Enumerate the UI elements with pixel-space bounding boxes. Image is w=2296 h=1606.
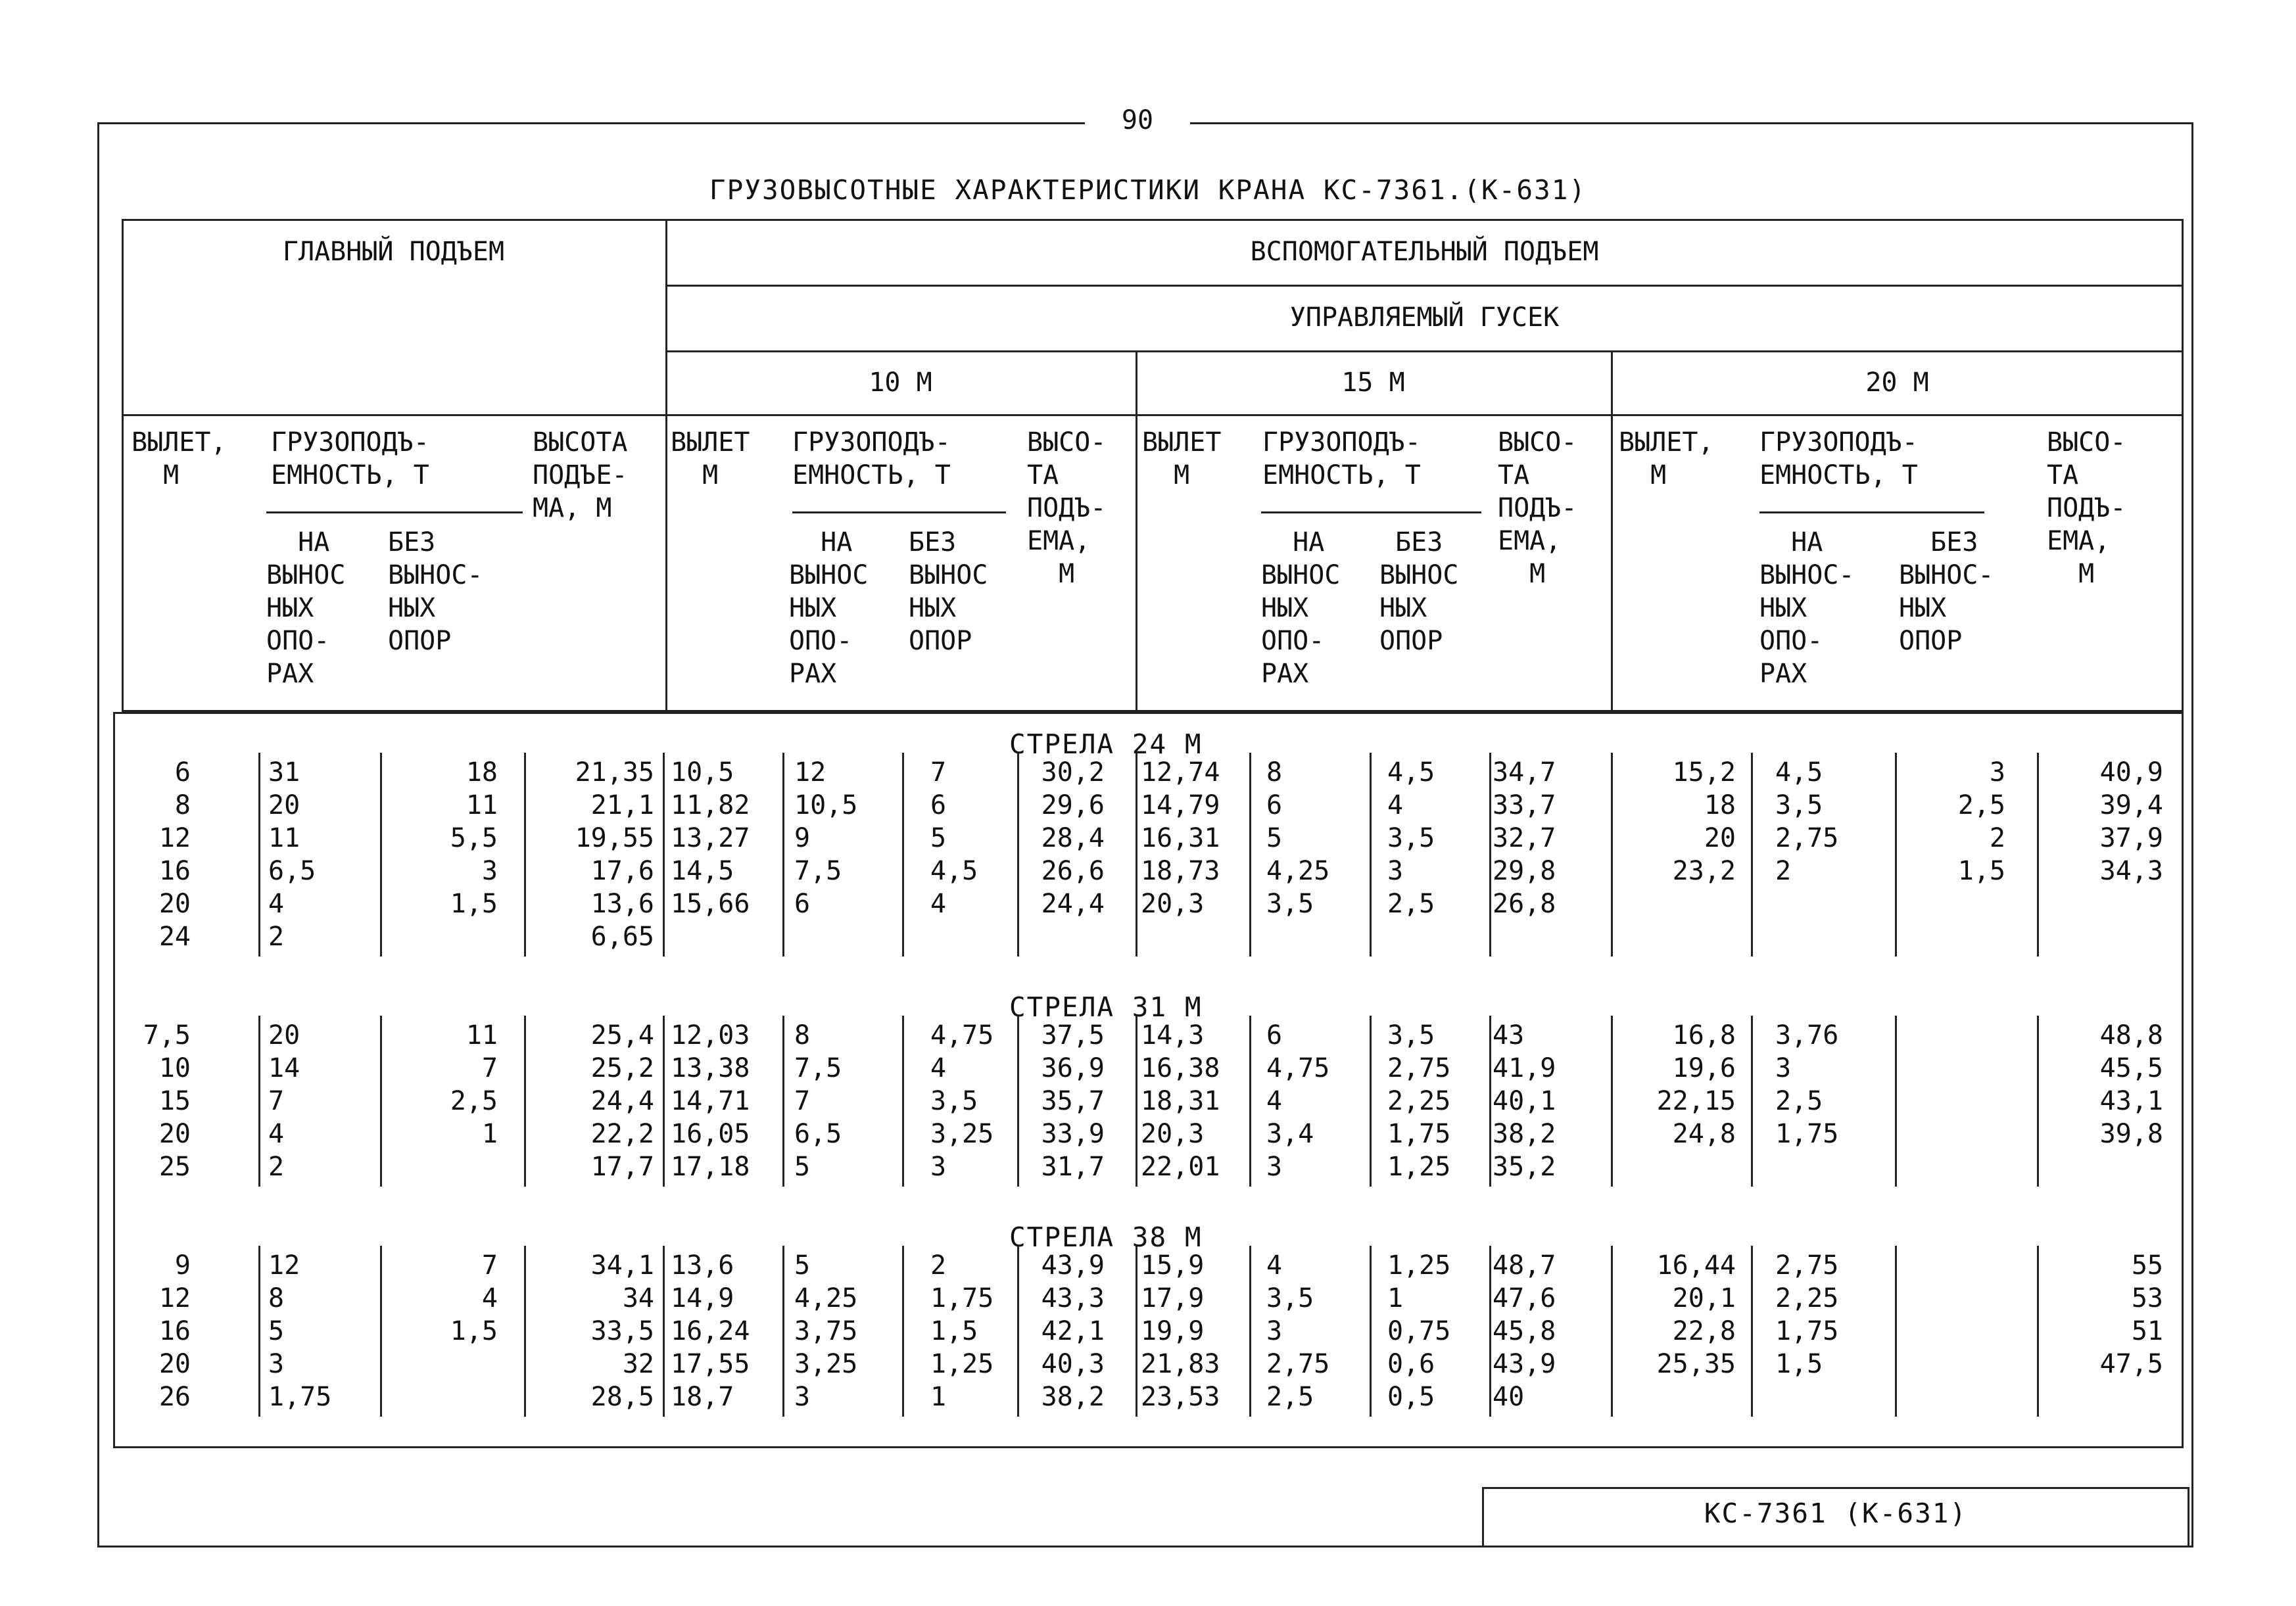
jib-header: УПРАВЛЯЕМЫЙ ГУСЕК bbox=[1289, 302, 1560, 333]
jib10-capacity-header: ГРУЗОПОДЪ- ЕМНОСТЬ, Т bbox=[792, 427, 951, 490]
table-cell: 10,5 bbox=[794, 790, 858, 820]
column-rule bbox=[1370, 1246, 1372, 1417]
table-cell: 24 bbox=[158, 922, 191, 952]
table-cell: 7 bbox=[268, 1086, 285, 1116]
column-rule bbox=[1370, 1016, 1372, 1187]
table-cell: 6,5 bbox=[268, 856, 316, 886]
table-cell: 1,75 bbox=[268, 1382, 332, 1412]
table-cell: 2 bbox=[930, 1250, 947, 1281]
jib10-on-supports-header: НА ВЫНОС НЫХ ОПО- РАХ bbox=[789, 527, 869, 689]
column-rule bbox=[1751, 1246, 1753, 1417]
section-label: СТРЕЛА 38 М bbox=[1009, 1221, 1203, 1253]
table-cell: 11 bbox=[466, 1020, 498, 1051]
table-cell: 38,2 bbox=[1493, 1119, 1556, 1149]
table-cell: 24,8 bbox=[1672, 1119, 1736, 1149]
table-cell: 40,9 bbox=[2099, 757, 2163, 788]
table-cell: 45,8 bbox=[1493, 1316, 1556, 1346]
stamp-text: КС-7361 (К-631) bbox=[1704, 1498, 1968, 1529]
jib20-reach-header: ВЫЛЕТ, М bbox=[1619, 427, 1714, 490]
aux-lift-header: ВСПОМОГАТЕЛЬНЫЙ ПОДЪЕМ bbox=[1250, 237, 1599, 267]
table-cell: 1,25 bbox=[1387, 1152, 1451, 1182]
table-cell: 16,31 bbox=[1141, 823, 1220, 853]
table-cell: 3 bbox=[930, 1152, 947, 1182]
table-cell: 1,75 bbox=[1775, 1316, 1839, 1346]
table-cell: 30,2 bbox=[1041, 757, 1105, 788]
table-cell: 3,76 bbox=[1775, 1020, 1839, 1051]
table-cell: 1,5 bbox=[930, 1316, 978, 1346]
table-cell: 17,55 bbox=[671, 1349, 750, 1379]
column-rule bbox=[1249, 753, 1251, 957]
table-cell: 2,5 bbox=[1387, 889, 1435, 919]
table-cell: 15 bbox=[158, 1086, 191, 1116]
table-cell: 6 bbox=[930, 790, 947, 820]
table-cell: 24,4 bbox=[1041, 889, 1105, 919]
table-cell: 4,5 bbox=[1387, 757, 1435, 788]
table-cell: 2 bbox=[1989, 823, 2005, 853]
table-cell: 26,6 bbox=[1041, 856, 1105, 886]
table-cell: 18,73 bbox=[1141, 856, 1220, 886]
table-cell: 22,8 bbox=[1672, 1316, 1736, 1346]
table-cell: 7 bbox=[481, 1053, 498, 1083]
table-cell: 2,5 bbox=[1775, 1086, 1823, 1116]
column-rule bbox=[1370, 753, 1372, 957]
table-cell: 9 bbox=[174, 1250, 191, 1281]
table-cell: 4,5 bbox=[1775, 757, 1823, 788]
main-reach-header: ВЫЛЕТ, М bbox=[132, 427, 227, 490]
table-cell: 35,2 bbox=[1493, 1152, 1556, 1182]
table-cell: 11,82 bbox=[671, 790, 750, 820]
table-cell: 2 bbox=[1775, 856, 1792, 886]
table-cell: 1,5 bbox=[1957, 856, 2005, 886]
column-rule bbox=[258, 1016, 260, 1187]
table-cell: 38,2 bbox=[1041, 1382, 1105, 1412]
table-cell: 55 bbox=[2131, 1250, 2163, 1281]
table-cell: 17,18 bbox=[671, 1152, 750, 1182]
table-cell: 32 bbox=[622, 1349, 654, 1379]
table-cell: 5 bbox=[268, 1316, 285, 1346]
header-divider-main bbox=[665, 219, 667, 712]
table-cell: 6,65 bbox=[590, 922, 654, 952]
table-cell: 15,9 bbox=[1141, 1250, 1205, 1281]
table-cell: 3,5 bbox=[1387, 823, 1435, 853]
main-capacity-header: ГРУЗОПОДЪ- ЕМНОСТЬ, Т bbox=[271, 427, 429, 490]
table-title: ГРУЗОВЫСОТНЫЕ ХАРАКТЕРИСТИКИ КРАНА КС-7361.(К-631) bbox=[709, 174, 1587, 206]
table-cell: 48,7 bbox=[1493, 1250, 1556, 1281]
table-cell: 13,38 bbox=[671, 1053, 750, 1083]
table-cell: 12 bbox=[794, 757, 826, 788]
table-cell: 12 bbox=[268, 1250, 300, 1281]
main-no-supports-header: БЕЗ ВЫНОС- НЫХ ОПОР bbox=[388, 527, 483, 656]
table-cell: 4,75 bbox=[930, 1020, 994, 1051]
table-cell: 15,66 bbox=[671, 889, 750, 919]
table-cell: 20 bbox=[158, 1119, 191, 1149]
jib15-capacity-underline bbox=[1261, 511, 1481, 513]
table-cell: 39,4 bbox=[2099, 790, 2163, 820]
column-rule bbox=[1489, 753, 1491, 957]
table-cell: 12,74 bbox=[1141, 757, 1220, 788]
column-rule bbox=[663, 1246, 665, 1417]
main-capacity-underline bbox=[266, 511, 523, 513]
jib-15-header: 15 М bbox=[1341, 367, 1405, 398]
table-cell: 3,25 bbox=[930, 1119, 994, 1149]
table-cell: 7,5 bbox=[143, 1020, 191, 1051]
table-cell: 4,25 bbox=[1266, 856, 1330, 886]
table-cell: 25,2 bbox=[590, 1053, 654, 1083]
column-rule bbox=[1611, 1016, 1613, 1187]
table-cell: 23,53 bbox=[1141, 1382, 1220, 1412]
table-cell: 5 bbox=[930, 823, 947, 853]
table-cell: 2,75 bbox=[1266, 1349, 1330, 1379]
table-cell: 1,25 bbox=[930, 1349, 994, 1379]
table-cell: 2,5 bbox=[1957, 790, 2005, 820]
table-cell: 18,31 bbox=[1141, 1086, 1220, 1116]
table-cell: 17,9 bbox=[1141, 1283, 1205, 1313]
table-cell: 8 bbox=[794, 1020, 811, 1051]
table-cell: 5 bbox=[1266, 823, 1283, 853]
table-cell: 47,6 bbox=[1493, 1283, 1556, 1313]
table-cell: 16,38 bbox=[1141, 1053, 1220, 1083]
table-cell: 43,1 bbox=[2099, 1086, 2163, 1116]
jib10-no-supports-header: БЕЗ ВЫНОС НЫХ ОПОР bbox=[909, 527, 988, 656]
table-cell: 3,4 bbox=[1266, 1119, 1314, 1149]
main-on-supports-header: НА ВЫНОС НЫХ ОПО- РАХ bbox=[266, 527, 346, 689]
table-cell: 31,7 bbox=[1041, 1152, 1105, 1182]
table-cell: 16 bbox=[158, 856, 191, 886]
column-rule bbox=[663, 753, 665, 957]
table-cell: 7,5 bbox=[794, 1053, 842, 1083]
table-cell: 20,3 bbox=[1141, 889, 1205, 919]
table-cell: 1,5 bbox=[450, 889, 498, 919]
jib10-capacity-underline bbox=[792, 511, 1006, 513]
table-cell: 2,75 bbox=[1775, 823, 1839, 853]
header-line-jiblen bbox=[665, 350, 2184, 352]
table-cell: 36,9 bbox=[1041, 1053, 1105, 1083]
table-cell: 11 bbox=[466, 790, 498, 820]
jib10-reach-header: ВЫЛЕТ М bbox=[671, 427, 750, 490]
table-cell: 6,5 bbox=[794, 1119, 842, 1149]
table-cell: 5 bbox=[794, 1250, 811, 1281]
table-cell: 4,75 bbox=[1266, 1053, 1330, 1083]
table-cell: 20 bbox=[268, 790, 300, 820]
column-rule bbox=[2037, 1246, 2039, 1417]
table-cell: 1,5 bbox=[1775, 1349, 1823, 1379]
table-cell: 3 bbox=[268, 1349, 285, 1379]
column-rule bbox=[1895, 1016, 1897, 1187]
table-cell: 14 bbox=[268, 1053, 300, 1083]
table-cell: 3 bbox=[1775, 1053, 1792, 1083]
table-cell: 33,9 bbox=[1041, 1119, 1105, 1149]
table-cell: 21,83 bbox=[1141, 1349, 1220, 1379]
table-cell: 10 bbox=[158, 1053, 191, 1083]
table-cell: 1,25 bbox=[1387, 1250, 1451, 1281]
table-cell: 2,75 bbox=[1387, 1053, 1451, 1083]
header-divider-15 bbox=[1136, 350, 1137, 712]
jib20-capacity-underline bbox=[1759, 511, 1984, 513]
table-cell: 25,4 bbox=[590, 1020, 654, 1051]
table-cell: 20 bbox=[268, 1020, 300, 1051]
table-cell: 16,05 bbox=[671, 1119, 750, 1149]
table-cell: 29,6 bbox=[1041, 790, 1105, 820]
table-cell: 2,5 bbox=[450, 1086, 498, 1116]
table-cell: 3 bbox=[481, 856, 498, 886]
table-cell: 12,03 bbox=[671, 1020, 750, 1051]
jib15-reach-header: ВЫЛЕТ М bbox=[1142, 427, 1222, 490]
table-cell: 29,8 bbox=[1493, 856, 1556, 886]
table-cell: 5 bbox=[794, 1152, 811, 1182]
table-cell: 40 bbox=[1493, 1382, 1525, 1412]
column-rule bbox=[1249, 1246, 1251, 1417]
table-cell: 3 bbox=[1387, 856, 1404, 886]
column-rule bbox=[380, 1016, 382, 1187]
column-rule bbox=[1136, 753, 1137, 957]
table-cell: 11 bbox=[268, 823, 300, 853]
table-cell: 32,7 bbox=[1493, 823, 1556, 853]
table-cell: 12 bbox=[158, 1283, 191, 1313]
table-cell: 3,5 bbox=[1387, 1020, 1435, 1051]
table-cell: 20,3 bbox=[1141, 1119, 1205, 1149]
table-cell: 18,7 bbox=[671, 1382, 734, 1412]
table-cell: 14,71 bbox=[671, 1086, 750, 1116]
table-cell: 37,9 bbox=[2099, 823, 2163, 853]
table-cell: 3,5 bbox=[930, 1086, 978, 1116]
column-rule bbox=[380, 753, 382, 957]
table-cell: 8 bbox=[1266, 757, 1283, 788]
jib15-height-header: ВЫСО- ТА ПОДЪ- ЕМА, М bbox=[1498, 427, 1577, 589]
table-cell: 13,6 bbox=[590, 889, 654, 919]
table-cell: 28,5 bbox=[590, 1382, 654, 1412]
column-rule bbox=[1136, 1246, 1137, 1417]
table-cell: 2,25 bbox=[1775, 1283, 1839, 1313]
table-cell: 0,75 bbox=[1387, 1316, 1451, 1346]
table-cell: 4,25 bbox=[794, 1283, 858, 1313]
table-cell: 20 bbox=[158, 889, 191, 919]
header-line-cols bbox=[122, 414, 2184, 416]
column-rule bbox=[1136, 1016, 1137, 1187]
table-cell: 20 bbox=[158, 1349, 191, 1379]
table-cell: 16,44 bbox=[1656, 1250, 1736, 1281]
table-cell: 15,2 bbox=[1672, 757, 1736, 788]
table-cell: 34,7 bbox=[1493, 757, 1556, 788]
table-cell: 22,2 bbox=[590, 1119, 654, 1149]
table-cell: 40,1 bbox=[1493, 1086, 1556, 1116]
table-cell: 10,5 bbox=[671, 757, 734, 788]
table-cell: 51 bbox=[2131, 1316, 2163, 1346]
header-divider-20 bbox=[1611, 350, 1613, 712]
table-cell: 19,6 bbox=[1672, 1053, 1736, 1083]
table-cell: 12 bbox=[158, 823, 191, 853]
column-rule bbox=[1249, 1016, 1251, 1187]
jib-10-header: 10 М bbox=[869, 367, 932, 398]
column-rule bbox=[1489, 1016, 1491, 1187]
table-cell: 4 bbox=[1266, 1250, 1283, 1281]
table-cell: 4 bbox=[268, 889, 285, 919]
table-cell: 13,27 bbox=[671, 823, 750, 853]
column-rule bbox=[258, 753, 260, 957]
table-cell: 16,8 bbox=[1672, 1020, 1736, 1051]
table-cell: 1,5 bbox=[450, 1316, 498, 1346]
column-rule bbox=[782, 1246, 784, 1417]
table-cell: 1,75 bbox=[930, 1283, 994, 1313]
table-cell: 43,9 bbox=[1493, 1349, 1556, 1379]
table-cell: 3,5 bbox=[1775, 790, 1823, 820]
table-cell: 43,9 bbox=[1041, 1250, 1105, 1281]
table-cell: 28,4 bbox=[1041, 823, 1105, 853]
jib10-height-header: ВЫСО- ТА ПОДЪ- ЕМА, М bbox=[1027, 427, 1107, 589]
column-rule bbox=[380, 1246, 382, 1417]
table-cell: 2,25 bbox=[1387, 1086, 1451, 1116]
table-cell: 3,5 bbox=[1266, 889, 1314, 919]
jib15-on-supports-header: НА ВЫНОС НЫХ ОПО- РАХ bbox=[1261, 527, 1341, 689]
table-cell: 34,1 bbox=[590, 1250, 654, 1281]
table-cell: 9 bbox=[794, 823, 811, 853]
table-cell: 0,6 bbox=[1387, 1349, 1435, 1379]
table-cell: 43,3 bbox=[1041, 1283, 1105, 1313]
table-cell: 3 bbox=[1266, 1152, 1283, 1182]
table-cell: 2,75 bbox=[1775, 1250, 1839, 1281]
table-cell: 8 bbox=[268, 1283, 285, 1313]
table-cell: 40,3 bbox=[1041, 1349, 1105, 1379]
table-cell: 18 bbox=[1704, 790, 1736, 820]
table-cell: 3,25 bbox=[794, 1349, 858, 1379]
table-cell: 17,6 bbox=[590, 856, 654, 886]
column-rule bbox=[1751, 753, 1753, 957]
table-cell: 43 bbox=[1493, 1020, 1525, 1051]
table-cell: 16,24 bbox=[671, 1316, 750, 1346]
table-cell: 4 bbox=[1387, 790, 1404, 820]
table-cell: 19,9 bbox=[1141, 1316, 1205, 1346]
table-cell: 5,5 bbox=[450, 823, 498, 853]
column-rule bbox=[2037, 1016, 2039, 1187]
table-cell: 48,8 bbox=[2099, 1020, 2163, 1051]
table-cell: 3,75 bbox=[794, 1316, 858, 1346]
table-cell: 23,2 bbox=[1672, 856, 1736, 886]
table-cell: 26,8 bbox=[1493, 889, 1556, 919]
column-rule bbox=[782, 753, 784, 957]
column-rule bbox=[782, 1016, 784, 1187]
table-cell: 3 bbox=[794, 1382, 811, 1412]
table-cell: 0,5 bbox=[1387, 1382, 1435, 1412]
table-cell: 16 bbox=[158, 1316, 191, 1346]
column-rule bbox=[1895, 753, 1897, 957]
table-cell: 3 bbox=[1266, 1316, 1283, 1346]
table-cell: 1,75 bbox=[1387, 1119, 1451, 1149]
table-cell: 14,3 bbox=[1141, 1020, 1205, 1051]
main-lift-header: ГЛАВНЫЙ ПОДЪЕМ bbox=[282, 237, 505, 267]
table-cell: 19,55 bbox=[575, 823, 654, 853]
table-cell: 3 bbox=[1989, 757, 2005, 788]
table-cell: 4 bbox=[930, 1053, 947, 1083]
header-line-jib bbox=[665, 285, 2184, 287]
table-cell: 6 bbox=[1266, 1020, 1283, 1051]
table-cell: 7,5 bbox=[794, 856, 842, 886]
table-cell: 47,5 bbox=[2099, 1349, 2163, 1379]
table-cell: 39,8 bbox=[2099, 1119, 2163, 1149]
table-cell: 34,3 bbox=[2099, 856, 2163, 886]
column-rule bbox=[1895, 1246, 1897, 1417]
jib15-no-supports-header: БЕЗ ВЫНОС НЫХ ОПОР bbox=[1379, 527, 1459, 656]
main-height-header: ВЫСОТА ПОДЪЕ- МА, М bbox=[533, 427, 628, 523]
jib15-capacity-header: ГРУЗОПОДЪ- ЕМНОСТЬ, Т bbox=[1262, 427, 1421, 490]
table-cell: 25,35 bbox=[1656, 1349, 1736, 1379]
column-rule bbox=[1751, 1016, 1753, 1187]
table-cell: 22,01 bbox=[1141, 1152, 1220, 1182]
table-cell: 4 bbox=[930, 889, 947, 919]
table-cell: 1,75 bbox=[1775, 1119, 1839, 1149]
table-cell: 20 bbox=[1704, 823, 1736, 853]
jib20-on-supports-header: НА ВЫНОС- НЫХ ОПО- РАХ bbox=[1759, 527, 1855, 689]
table-cell: 22,15 bbox=[1656, 1086, 1736, 1116]
column-rule bbox=[2037, 753, 2039, 957]
table-cell: 45,5 bbox=[2099, 1053, 2163, 1083]
table-cell: 35,7 bbox=[1041, 1086, 1105, 1116]
table-cell: 7 bbox=[481, 1250, 498, 1281]
table-cell: 7 bbox=[930, 757, 947, 788]
table-cell: 4 bbox=[268, 1119, 285, 1149]
table-cell: 18 bbox=[466, 757, 498, 788]
table-cell: 1 bbox=[930, 1382, 947, 1412]
column-rule bbox=[663, 1016, 665, 1187]
table-cell: 6 bbox=[1266, 790, 1283, 820]
table-cell: 42,1 bbox=[1041, 1316, 1105, 1346]
page-number: 90 bbox=[1085, 105, 1190, 135]
table-cell: 20,1 bbox=[1672, 1283, 1736, 1313]
table-cell: 53 bbox=[2131, 1283, 2163, 1313]
table-cell: 4,5 bbox=[930, 856, 978, 886]
table-cell: 31 bbox=[268, 757, 300, 788]
table-cell: 21,1 bbox=[590, 790, 654, 820]
jib20-capacity-header: ГРУЗОПОДЪ- ЕМНОСТЬ, Т bbox=[1759, 427, 1918, 490]
section-label: СТРЕЛА 31 М bbox=[1009, 991, 1203, 1023]
table-cell: 13,6 bbox=[671, 1250, 734, 1281]
table-cell: 3,5 bbox=[1266, 1283, 1314, 1313]
table-cell: 37,5 bbox=[1041, 1020, 1105, 1051]
table-cell: 6 bbox=[794, 889, 811, 919]
table-cell: 6 bbox=[174, 757, 191, 788]
jib20-no-supports-header: БЕЗ ВЫНОС- НЫХ ОПОР bbox=[1899, 527, 1994, 656]
jib20-height-header: ВЫСО- ТА ПОДЪ- ЕМА, М bbox=[2047, 427, 2126, 589]
table-cell: 41,9 bbox=[1493, 1053, 1556, 1083]
table-cell: 2 bbox=[268, 1152, 285, 1182]
table-cell: 14,79 bbox=[1141, 790, 1220, 820]
column-rule bbox=[1611, 1246, 1613, 1417]
table-cell: 1 bbox=[481, 1119, 498, 1149]
jib-20-header: 20 М bbox=[1865, 367, 1929, 398]
column-rule bbox=[258, 1246, 260, 1417]
table-cell: 33,7 bbox=[1493, 790, 1556, 820]
column-rule bbox=[1489, 1246, 1491, 1417]
table-cell: 7 bbox=[794, 1086, 811, 1116]
table-cell: 17,7 bbox=[590, 1152, 654, 1182]
table-cell: 21,35 bbox=[575, 757, 654, 788]
section-label: СТРЕЛА 24 М bbox=[1009, 728, 1203, 760]
table-cell: 1 bbox=[1387, 1283, 1404, 1313]
table-cell: 33,5 bbox=[590, 1316, 654, 1346]
table-cell: 4 bbox=[481, 1283, 498, 1313]
table-cell: 4 bbox=[1266, 1086, 1283, 1116]
table-cell: 34 bbox=[622, 1283, 654, 1313]
table-cell: 2,5 bbox=[1266, 1382, 1314, 1412]
table-cell: 25 bbox=[158, 1152, 191, 1182]
table-cell: 14,9 bbox=[671, 1283, 734, 1313]
table-cell: 24,4 bbox=[590, 1086, 654, 1116]
table-cell: 14,5 bbox=[671, 856, 734, 886]
table-cell: 8 bbox=[174, 790, 191, 820]
column-rule bbox=[1611, 753, 1613, 957]
table-cell: 26 bbox=[158, 1382, 191, 1412]
table-cell: 2 bbox=[268, 922, 285, 952]
